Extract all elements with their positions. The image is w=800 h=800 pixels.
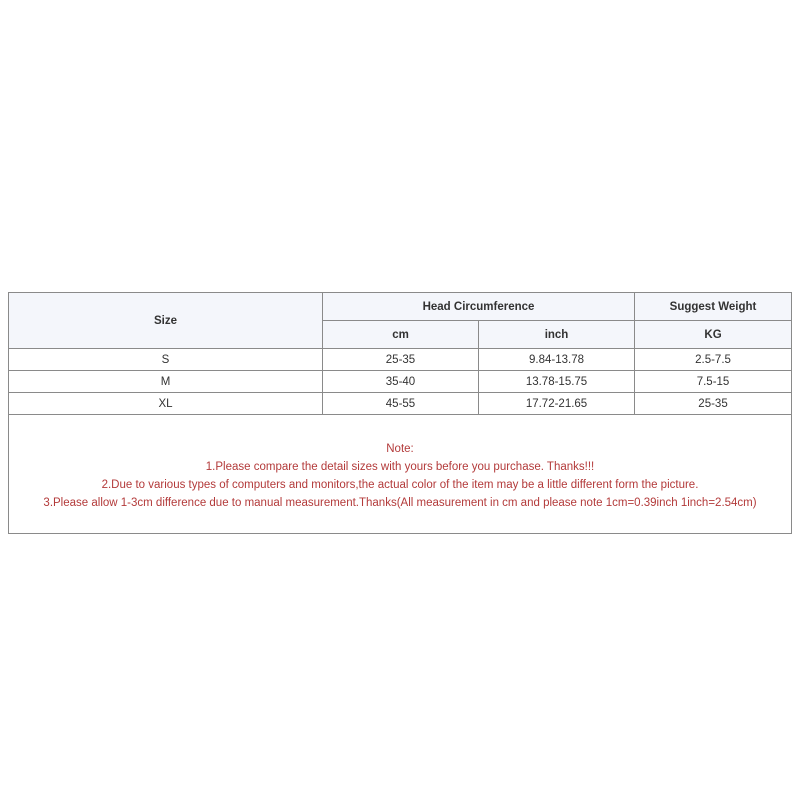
note-line-2: 2.Due to various types of computers and monitors,the actual color of the item may be a little different form the picture. [101, 479, 699, 491]
note-line-3: 3.Please allow 1-3cm difference due to manual measurement.Thanks(All measurement in cm and please note 1cm=0.39inch 1inch=2.54cm) [43, 497, 757, 509]
inch-cell: 17.72-21.65 [479, 393, 635, 415]
header-row-top [9, 293, 792, 321]
kg-header: KG [635, 321, 792, 349]
suggest-weight-header: Suggest Weight [635, 293, 792, 321]
cm-cell: 45-55 [323, 393, 479, 415]
size-cell: S [9, 349, 323, 371]
size-cell: M [9, 371, 323, 393]
table-row [9, 349, 792, 371]
inch-cell: 13.78-15.75 [479, 371, 635, 393]
note-title: Note: [386, 443, 414, 455]
size-header: Size [9, 293, 323, 349]
table-row [9, 371, 792, 393]
cm-cell: 25-35 [323, 349, 479, 371]
kg-cell: 2.5-7.5 [635, 349, 792, 371]
inch-cell: 9.84-13.78 [479, 349, 635, 371]
kg-cell: 7.5-15 [635, 371, 792, 393]
size-cell: XL [9, 393, 323, 415]
notes-row [9, 415, 792, 534]
table-row [9, 393, 792, 415]
inch-header: inch [479, 321, 635, 349]
notes-section [9, 415, 792, 534]
size-chart-table [8, 292, 792, 534]
head-circumference-header: Head Circumference [323, 293, 635, 321]
kg-cell: 25-35 [635, 393, 792, 415]
note-line-1: 1.Please compare the detail sizes with yours before you purchase. Thanks!!! [205, 461, 595, 473]
cm-header: cm [323, 321, 479, 349]
cm-cell: 35-40 [323, 371, 479, 393]
